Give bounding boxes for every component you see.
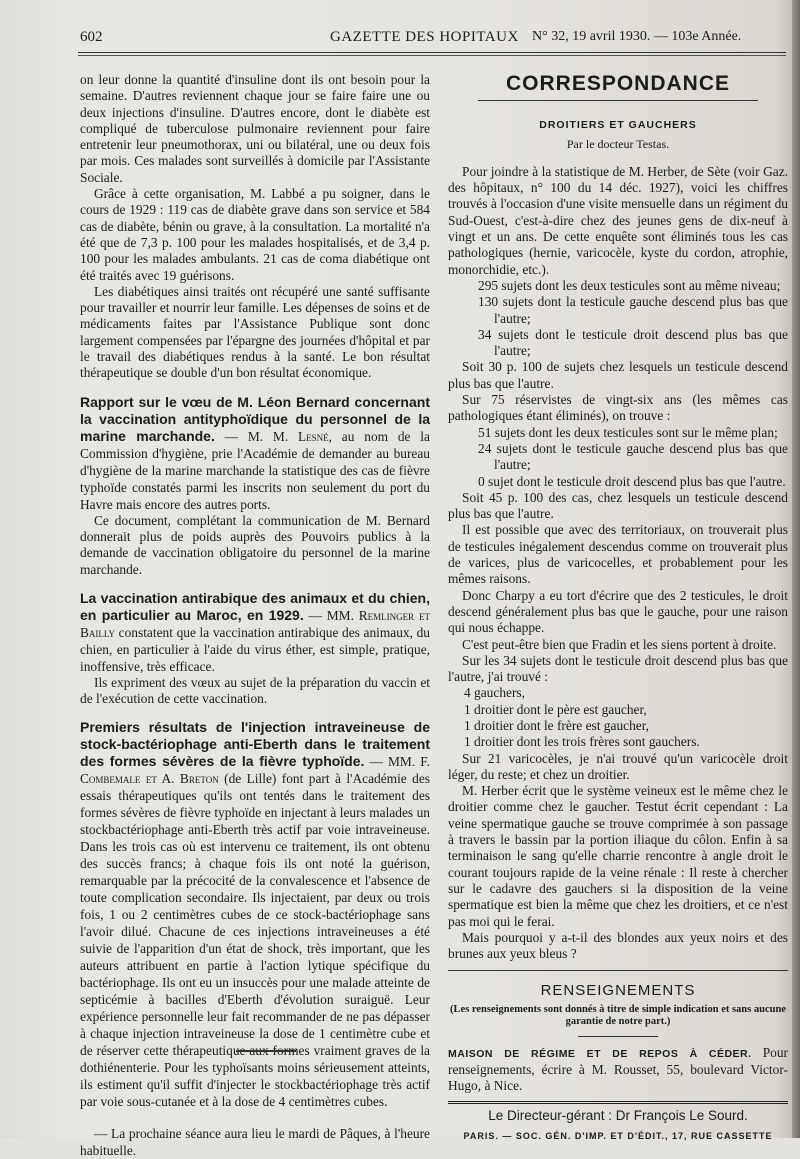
header-rule-2 bbox=[78, 55, 786, 56]
byline: Par le docteur Testas. bbox=[566, 136, 670, 151]
article-heading bbox=[80, 394, 430, 513]
page-number: 602 bbox=[80, 29, 103, 45]
section-rule bbox=[448, 970, 788, 971]
paragraph: Il est possible que avec des territoriaux, on trouverait plus de testicules inégalement descendus comme on trouverait plus de varices, plus de varicocelles, et probablement pour les mêmes raisons. bbox=[448, 522, 788, 587]
right-column bbox=[448, 72, 788, 1144]
author-name: MM. F. Combemale et A. Breton bbox=[80, 754, 430, 787]
paragraph: Ce document, complétant la communication de M. Bernard donnerait plus de poids auprès des Pouvoirs publics à la demande de vaccination obligatoire du personnel de la marine marchande. bbox=[80, 512, 430, 577]
heading-text: La vaccination antirabique des animaux et du chien, en particulier au Maroc, en 1929. bbox=[80, 589, 430, 623]
dash: — bbox=[303, 607, 327, 623]
paragraph: Soit 45 p. 100 des cas, chez lesquels un testicule descend plus bas que l'autre. bbox=[448, 489, 788, 522]
renseignements-title: RENSEIGNEMENTS bbox=[540, 982, 696, 1000]
paragraph: Les diabétiques ainsi traités ont récupéré une santé suffisante pour travailler et nourrir leur famille. Les dépenses de soins et de médicaments faites par l'Assistance Publique sont donc largement compensées par l'épargne des journées d'hôpital et par le travail des diabétiques rendus à la santé. Le bon résultat thérapeutique se double d'un bon résultat économique. bbox=[80, 283, 430, 381]
issue-info: N° 32, 19 avril 1930. — 103e Année. bbox=[532, 29, 742, 44]
printer-line: PARIS. — SOC. GÉN. D'IMP. ET D'ÉDIT., 17, RUE CASSETTE bbox=[463, 1130, 773, 1141]
paragraph: C'est peut-être bien que Fradin et les siens portent à droite. bbox=[462, 636, 777, 652]
article-text: constatent que la vaccination antirabique des animaux, du chien, en particulier à l'aide du virus éther, est simple, pratique, inoffensive, très efficace. bbox=[80, 624, 430, 674]
paragraph: Donc Charpy a eu tort d'écrire que des 2 testicules, le droit descend généralement plus bas que le gauche, pour une raison qui nous échappe. bbox=[448, 587, 788, 636]
page-edge-shadow bbox=[792, 0, 800, 1138]
article-heading bbox=[80, 590, 430, 675]
article-text: , au nom de la Commission d'hygiène, prie l'Académie de demander au bureau d'hygiène de la marine marchande la statistique des cas de fièvre typhoïde constatés parmi les inscrits non seulement du port du Havre mais encore des autres ports. bbox=[80, 428, 430, 512]
paragraph: Sur les 34 sujets dont le testicule droit descend plus bas que l'autre, j'ai trouvé : bbox=[448, 652, 788, 685]
list-item: 24 sujets dont le testicule gauche descend plus bas que l'autre; bbox=[478, 440, 788, 473]
paragraph: Grâce à cette organisation, M. Labbé a pu soigner, dans le cours de 1929 : 119 cas de diabète grave dans son service et 584 cas de diabète, bénin ou grave, à la consultation. La mortalité n'a été que de 7,3 p. 100 pour les malades hospitalisés, et de 3,4 p. 100 pour les malades ambulants. 21 cas de coma diabétique ont été traités avec 19 guérisons. bbox=[80, 186, 430, 283]
director-line: Le Directeur-gérant : Dr François Le Sourd. bbox=[488, 1107, 748, 1123]
author-name: MM. Remlinger et Bailly bbox=[80, 607, 431, 640]
paragraph: Sur 21 varicocèles, je n'ai trouvé qu'un varicocèle droit léger, du reste; et chez un droitier. bbox=[448, 750, 788, 782]
ad-title: MAISON DE RÉGIME ET DE REPOS À CÉDER. bbox=[448, 1047, 752, 1060]
dash: — bbox=[364, 754, 389, 770]
renseignements-note: (Les renseignements sont donnés à titre de simple indication et sans aucune garantie de notre part.) bbox=[450, 1003, 786, 1027]
paragraph: Soit 30 p. 100 de sujets chez lesquels un testicule descend plus bas que l'autre. bbox=[448, 359, 788, 391]
list-item: 4 gauchers, bbox=[464, 685, 525, 701]
paragraph: Ils expriment des vœux au sujet de la préparation du vaccin et de l'exécution de cette vaccination. bbox=[80, 674, 430, 707]
article-text: (de Lille) font part à l'Académie des essais thérapeutiques qu'ils ont tentés dans le traitement des formes sévères de fièvre typhoïde en injectant à leurs malades un stockbactériophage anti-Eberth très actif par voie intraveineuse. Dans les trois cas où est intervenu ce traitement, ils ont obtenu des succès francs; à chaque fois ils ont noté la guérison, remarquable par la précocité de la convalescence et l'absence de toute complication secondaire. Ils injectaient, par deux ou trois fois, 1 ou 2 centimètres cubes de ce stock-bactériophage sans l'avoir dilué. Chacune de ces injections intraveineuses a été suivie de l'apparition d'un état de shock, très important, que les auteurs attribuent en partie à l'action lytique spécifique du bactériophage. Ils ont eu un insuccès pour une malade atteinte de septicémie à bacilles d'Eberth d'évolution suraiguë. Leur expérience personnelle leur fait recommander de ne pas dépasser à chaque injection intraveineuse la dose de 1 centimètre cube et de réserver cette thérapeutique aux formes vraiment graves de la dothiénenterie. Pour les typhoïsants moins sérieusement atteints, ils estiment qu'il suffit d'injecter le stockbactériophage très actif par voie sous-cutanée et à la dose de 4 centimètres cubes. bbox=[80, 771, 430, 1110]
list-item: 34 sujets dont le testicule droit descend plus bas que l'autre; bbox=[478, 326, 788, 359]
dash: — M. bbox=[214, 428, 273, 444]
list-item: 1 droitier dont le frère est gaucher, bbox=[464, 717, 649, 733]
closing-note: — La prochaine séance aura lieu le mardi de Pâques, à l'heure habituelle. bbox=[80, 1126, 430, 1158]
heading-text: Premiers résultats de l'injection intraveineuse de stock-bactériophage anti-Eberth dans le traitement des formes sévères de la fièvre typhoïde. bbox=[80, 719, 430, 770]
paragraph: Pour joindre à la statistique de M. Herber, de Sète (voir Gaz. des hôpitaux, n° 100 du 14 déc. 1927), voici les chiffres trouvés à l'occasion d'une visite mensuelle dans un régiment du Sud-Ouest, c'est-à-dire chez des jeunes gens de dix-neuf à vingt et un ans. De cette enquête sont éliminés tous les cas pathologiques (hernie, varicocèle, kyste du cordon, atrophie, monorchidie, etc.). bbox=[448, 163, 788, 277]
left-column bbox=[80, 72, 430, 1159]
paragraph: Mais pourquoi y a-t-il des blondes aux yeux noirs et des brunes aux yeux bleus ? bbox=[448, 929, 788, 962]
list-item: 295 sujets dont les deux testicules sont au même niveau; bbox=[478, 277, 781, 293]
journal-title: GAZETTE DES HOPITAUX bbox=[330, 29, 519, 45]
ad-text: Pour renseignements, écrire à M. Rousset, 55, boulevard Victor-Hugo, à Nice. bbox=[448, 1044, 788, 1094]
list-item: 51 sujets dont les deux testicules sont sur le même plan; bbox=[478, 424, 778, 440]
heading-text: Rapport sur le vœu de M. Léon Bernard concernant la vaccination antityphoïdique du personnel de la marine marchande. bbox=[80, 393, 430, 444]
list-item: 0 sujet dont le testicule droit descend plus bas que l'autre. bbox=[478, 473, 786, 489]
page-header bbox=[0, 28, 800, 58]
list-item: 130 sujets dont la testicule gauche descend plus bas que l'autre; bbox=[478, 294, 788, 326]
paragraph: Sur 75 réservistes de vingt-six ans (les mêmes cas pathologiques étant éliminés), on trouve : bbox=[448, 392, 788, 424]
article-subtitle: DROITIERS ET GAUCHERS bbox=[539, 119, 697, 132]
author-name: M. Lesné bbox=[272, 428, 329, 444]
short-rule bbox=[578, 1036, 658, 1037]
section-rule bbox=[478, 100, 758, 101]
classified-ad bbox=[448, 1045, 788, 1095]
list-item: 1 droitier dont les trois frères sont gauchers. bbox=[464, 734, 700, 750]
header-rule bbox=[78, 52, 786, 53]
ornament-rule bbox=[236, 1050, 296, 1052]
footer-rule bbox=[448, 1101, 788, 1104]
paragraph: M. Herber écrit que le système veineux est le même chez le droitier comme chez le gaucher. Testut écrit cependant : La veine spermatique gauche se trouve comprimée à son passage à travers le bassin par la portion iliaque du côlon. Enfin à sa terminaison le sang qu'elle charrie rencontre à angle droit le courant toujours rapide de la veine rénale : Il reste à chercher sur le cadavre des gauchers si la disposition de la veine spermatique est bien la même que chez les droitiers, et ce n'est pas moi qui le ferai. bbox=[448, 783, 788, 929]
paragraph: on leur donne la quantité d'insuline dont ils ont besoin pour la semaine. D'autres reviennent chaque jour se faire faire une ou deux injections d'insuline. D'autres encore, dont le diabète est compliqué de tuberculose pulmonaire reviennent pour faire entretenir leur pneumothorax, uni ou bilatéral, une ou deux fois par mois. Ces malades sont surveillés à domicile par l'Assistante Sociale. bbox=[80, 72, 430, 185]
list-item: 1 droitier dont le père est gaucher, bbox=[464, 701, 647, 717]
section-title: CORRESPONDANCE bbox=[505, 72, 731, 95]
